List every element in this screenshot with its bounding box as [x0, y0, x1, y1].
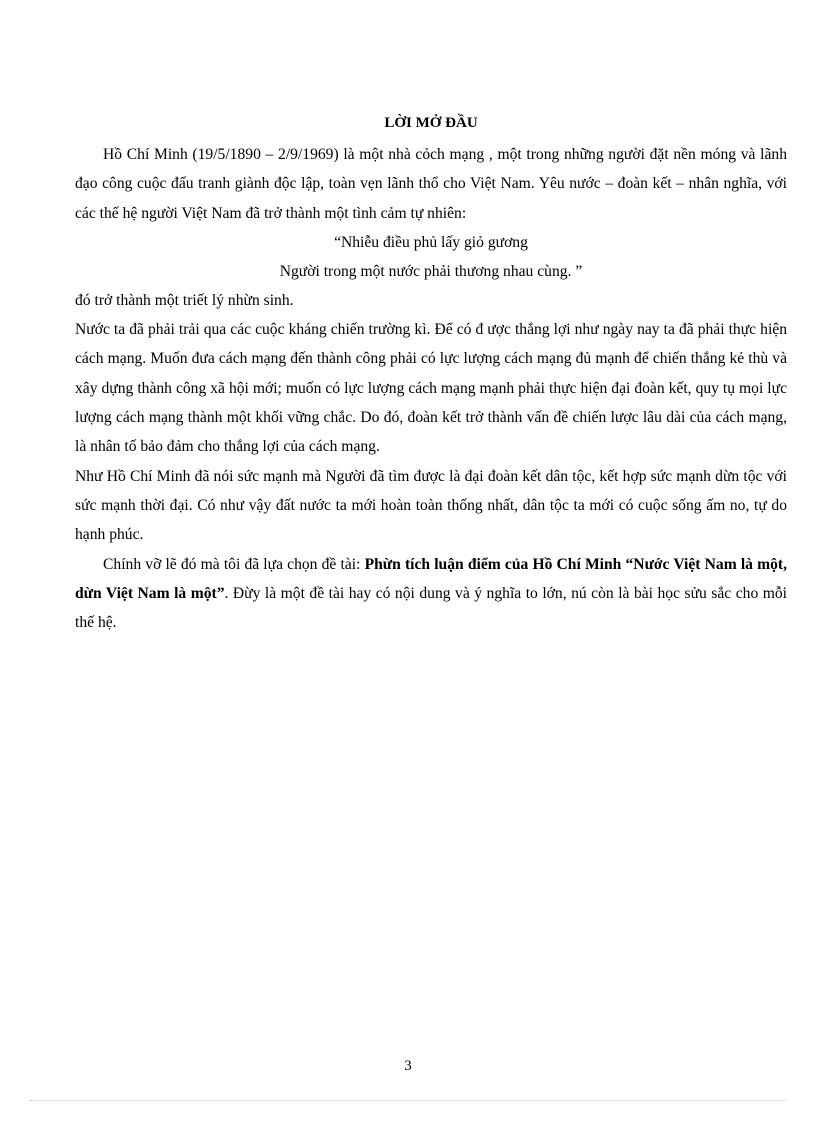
- unity-paragraph: Như Hồ Chí Minh đã nói sức mạnh mà Người đã tìm được là đại đoàn kết dân tộc, kết hợp sức mạnh dừn tộc với sức mạnh thời đại. Có như vậy đất nước ta mới hoàn toàn thống nhất, dân tộc ta mới có cuộc sống ấm no, tự do hạnh phúc.: [75, 467, 787, 544]
- topic-title: Phừn tích luận điểm của Hồ Chí Minh “Nước Việt Nam là một, dừn Việt Nam là một”: [75, 555, 787, 602]
- topic-intro-text: Chính vỡ lẽ đó mà tôi đã lựa chọn đề tài:: [103, 555, 365, 573]
- page-number: 3: [404, 1058, 412, 1074]
- footer-divider: [30, 1100, 786, 1101]
- page-content: [75, 106, 787, 637]
- page-title: LỜI MỞ ĐẦU: [384, 115, 478, 131]
- poem-line-2: Người trong một nước phải thương nhau cùng. ”: [279, 262, 583, 280]
- topic-paragraph: [75, 550, 787, 638]
- poem-line-1: “Nhiễu điều phủ lấy giỏ gương: [334, 233, 528, 251]
- philosophy-paragraph: đó trở thành một triết lý nhừn sinh.: [75, 291, 294, 309]
- intro-paragraph: Hồ Chí Minh (19/5/1890 – 2/9/1969) là một nhà cỏch mạng , một trong những người đặt nền móng và lãnh đạo công cuộc đấu tranh giành độc lập, toàn vẹn lãnh thổ cho Việt Nam. Yêu nước – đoàn kết – nhân nghĩa, với các thế hệ người Việt Nam đã trở thành một tình cảm tự nhiên:: [75, 146, 787, 222]
- topic-closing-text: . Đừy là một đề tài hay có nội dung và ý nghĩa to lớn, nú còn là bài học sửu sắc cho mỗi thế hệ.: [75, 584, 787, 632]
- revolution-paragraph: Nước ta đã phải trải qua các cuộc kháng chiến trường kì. Để có đ ược thắng lợi như ngày nay ta đã phải thực hiện cách mạng. Muốn đưa cách mạng đến thành công phải có lực lượng cách mạng đủ mạnh để chiến thắng kẻ thù và xây dựng thành công xã hội mới; muốn có lực lượng cách mạng mạnh phải thực hiện đại đoàn kết, quy tụ mọi lực lượng cách mạng thành một khối vững chắc. Do đó, đoàn kết trở thành vấn đề chiến lược lâu dài của cách mạng, là nhân tố bảo đảm cho thắng lợi của cách mạng.: [75, 321, 787, 456]
